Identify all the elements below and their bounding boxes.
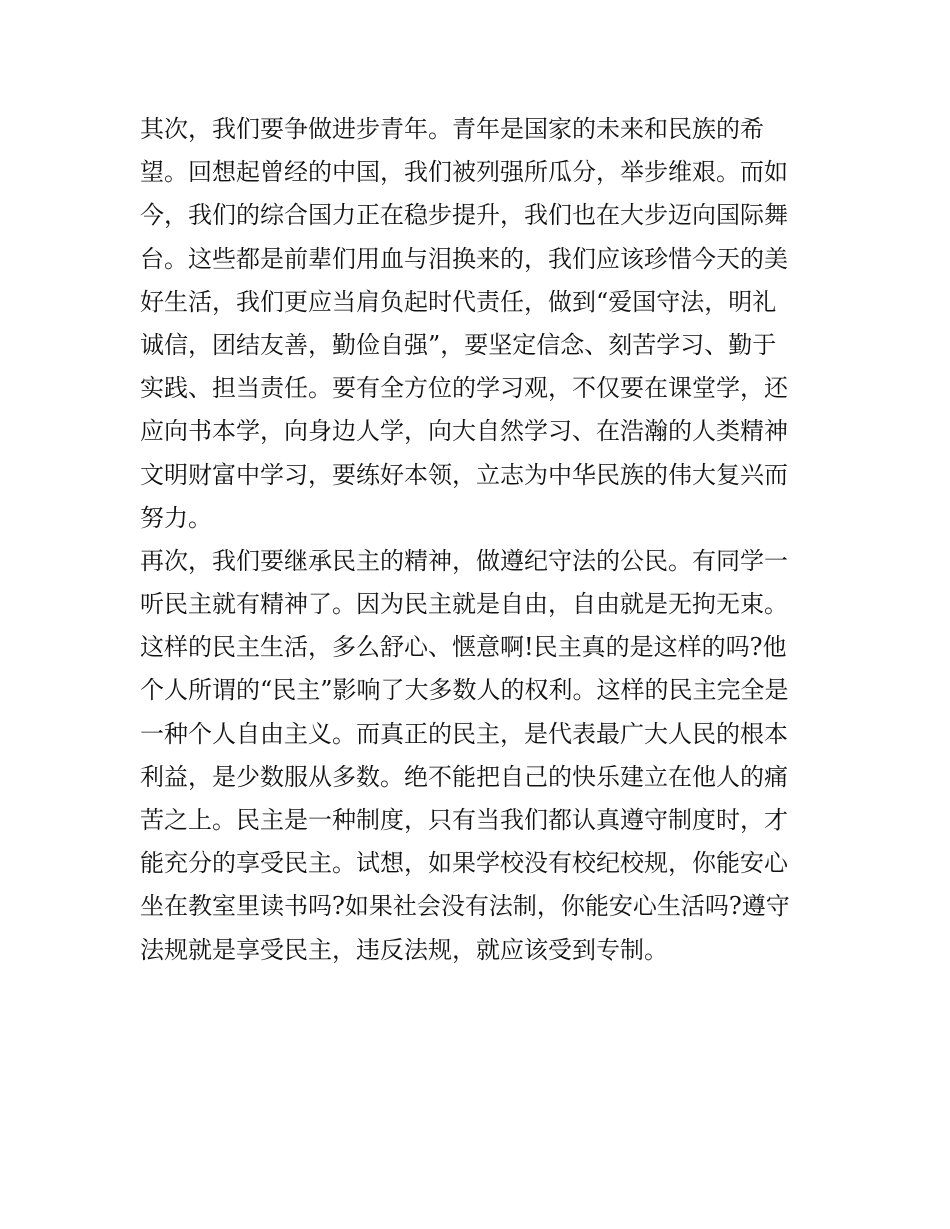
paragraph-line: 望。回想起曾经的中国，我们被列强所瓜分，举步维艰。而如 [140, 158, 788, 187]
paragraph-line: 个人所谓的“民主”影响了大多数人的权利。这样的民主完全是 [140, 676, 789, 705]
paragraph-line: 苦之上。民主是一种制度，只有当我们都认真遵守制度时，才 [140, 806, 788, 834]
paragraph-line: 再次，我们要继承民主的精神，做遵纪守法的公民。有同学一 [140, 546, 788, 575]
paragraph-line: 听民主就有精神了。因为民主就是自由，自由就是无拘无束。 [140, 590, 788, 619]
paragraph-line: 台。这些都是前辈们用血与泪换来的，我们应该珍惜今天的美 [140, 244, 788, 273]
paragraph-line: 好生活，我们更应当肩负起时代责任，做到“爱国守法，明礼 [140, 287, 777, 316]
paragraph-line: 这样的民主生活，多么舒心、惬意啊!民主真的是这样的吗?他 [140, 633, 787, 662]
paragraph-line: 能充分的享受民主。试想，如果学校没有校纪校规，你能安心 [140, 849, 788, 878]
paragraph-line: 应向书本学，向身边人学，向大自然学习、在浩瀚的人类精神 [140, 417, 788, 446]
paragraph-line: 今，我们的综合国力正在稳步提升，我们也在大步迈向国际舞 [140, 201, 788, 230]
paragraph-line: 利益，是少数服从多数。绝不能把自己的快乐建立在他人的痛 [140, 762, 788, 791]
paragraph-2 [140, 540, 820, 972]
paragraph-line: 法规就是享受民主，违反法规，就应该受到专制。 [140, 935, 668, 964]
document-body [140, 108, 820, 972]
paragraph-line: 文明财富中学习，要练好本领，立志为中华民族的伟大复兴而 [140, 460, 788, 489]
paragraph-line: 其次，我们要争做进步青年。青年是国家的未来和民族的希 [140, 115, 764, 143]
paragraph-line: 诚信，团结友善，勤俭自强”，要坚定信念、刻苦学习、勤于 [140, 330, 777, 359]
paragraph-line: 坐在教室里读书吗?如果社会没有法制，你能安心生活吗?遵守 [140, 892, 790, 921]
paragraph-line: 实践、担当责任。要有全方位的学习观，不仅要在课堂学，还 [140, 374, 788, 403]
paragraph-1 [140, 108, 820, 540]
paragraph-line: 努力。 [140, 503, 212, 532]
paragraph-line: 一种个人自由主义。而真正的民主，是代表最广大人民的根本 [140, 719, 788, 748]
